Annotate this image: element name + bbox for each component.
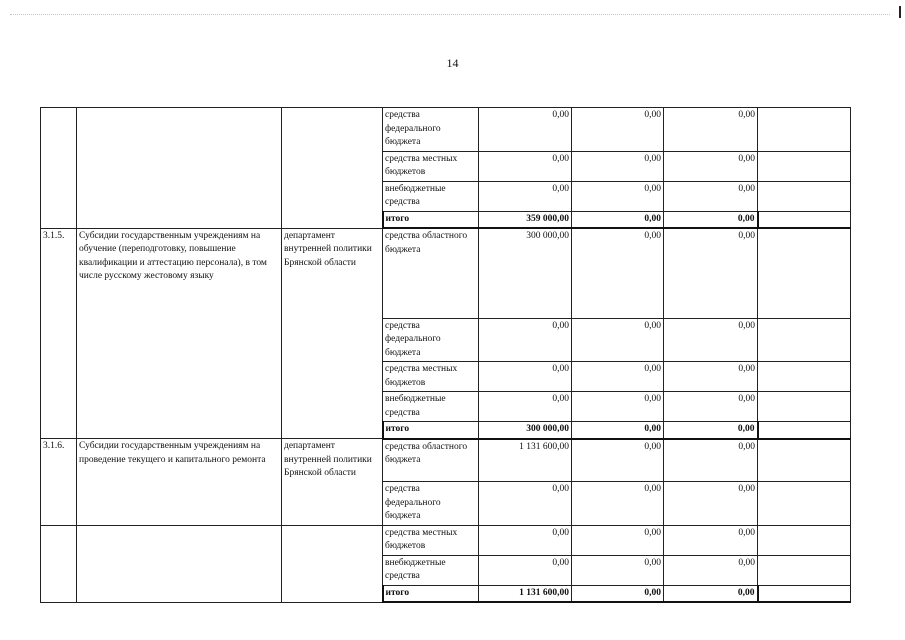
value-cell: 1 131 600,00 (479, 585, 572, 602)
source-cell: средства местных бюджетов (383, 362, 479, 392)
source-cell: итого (383, 422, 479, 439)
empty-cell (758, 422, 851, 439)
source-cell: внебюджетные средства (383, 555, 479, 585)
value-cell: 0,00 (572, 525, 664, 555)
value-cell: 0,00 (572, 585, 664, 602)
source-cell: средства местных бюджетов (383, 151, 479, 181)
source-cell: средства федерального бюджета (383, 318, 479, 362)
value-cell: 0,00 (664, 362, 758, 392)
value-cell: 0,00 (572, 211, 664, 228)
value-cell: 0,00 (664, 482, 758, 526)
scan-artifact-line (10, 14, 890, 17)
item-code: 3.1.6. (41, 439, 77, 526)
value-cell: 0,00 (572, 439, 664, 482)
source-cell: итого (383, 585, 479, 602)
value-cell: 359 000,00 (479, 211, 572, 228)
value-cell: 0,00 (664, 211, 758, 228)
value-cell: 0,00 (572, 228, 664, 318)
source-cell: внебюджетные средства (383, 392, 479, 422)
value-cell: 0,00 (572, 555, 664, 585)
empty-cell (758, 181, 851, 211)
empty-cell (758, 318, 851, 362)
value-cell: 0,00 (572, 482, 664, 526)
name-cell (77, 525, 282, 602)
empty-cell (758, 228, 851, 318)
value-cell: 0,00 (479, 362, 572, 392)
value-cell: 0,00 (479, 181, 572, 211)
value-cell: 0,00 (479, 318, 572, 362)
value-cell: 0,00 (479, 555, 572, 585)
value-cell: 0,00 (664, 555, 758, 585)
page-number: 14 (446, 56, 459, 70)
name-cell (77, 108, 282, 229)
value-cell: 0,00 (572, 318, 664, 362)
value-cell: 0,00 (479, 482, 572, 526)
value-cell: 0,00 (572, 181, 664, 211)
empty-cell (758, 362, 851, 392)
value-cell: 0,00 (572, 392, 664, 422)
source-cell: итого (383, 211, 479, 228)
value-cell: 0,00 (664, 318, 758, 362)
budget-table (40, 107, 851, 603)
value-cell: 300 000,00 (479, 422, 572, 439)
empty-cell (758, 211, 851, 228)
item-executor: департамент внутренней политики Брянской области (282, 439, 383, 526)
value-cell: 0,00 (664, 151, 758, 181)
value-cell: 0,00 (572, 151, 664, 181)
empty-cell (758, 392, 851, 422)
source-cell: внебюджетные средства (383, 181, 479, 211)
value-cell: 0,00 (479, 108, 572, 152)
value-cell: 0,00 (664, 525, 758, 555)
table-row (41, 525, 851, 555)
value-cell: 0,00 (664, 585, 758, 602)
empty-cell (758, 525, 851, 555)
empty-cell (758, 439, 851, 482)
empty-cell (758, 151, 851, 181)
item-executor: департамент внутренней политики Брянской области (282, 228, 383, 439)
value-cell: 300 000,00 (479, 228, 572, 318)
source-cell: средства областного бюджета (383, 439, 479, 482)
value-cell: 0,00 (664, 108, 758, 152)
code-cell (41, 108, 77, 229)
value-cell: 0,00 (664, 392, 758, 422)
item-name: Субсидии государственным учреждениям на обучение (переподготовку, повышение квалификации и аттестацию персонала), в том числе русскому жестовому языку (77, 228, 282, 439)
value-cell: 0,00 (479, 525, 572, 555)
empty-cell (758, 482, 851, 526)
executor-cell (282, 108, 383, 229)
scan-edge-mark (899, 6, 901, 18)
value-cell: 0,00 (664, 228, 758, 318)
item-name: Субсидии государственным учреждениям на проведение текущего и капитального ремонта (77, 439, 282, 526)
value-cell: 0,00 (479, 151, 572, 181)
empty-cell (758, 108, 851, 152)
value-cell: 0,00 (664, 439, 758, 482)
source-cell: средства федерального бюджета (383, 108, 479, 152)
item-code: 3.1.5. (41, 228, 77, 439)
value-cell: 0,00 (572, 362, 664, 392)
source-cell: средства местных бюджетов (383, 525, 479, 555)
source-cell: средства федерального бюджета (383, 482, 479, 526)
table-row (41, 439, 851, 482)
empty-cell (758, 555, 851, 585)
table-row (41, 108, 851, 152)
source-cell: средства областного бюджета (383, 228, 479, 318)
executor-cell (282, 525, 383, 602)
value-cell: 0,00 (664, 181, 758, 211)
value-cell: 0,00 (572, 422, 664, 439)
empty-cell (758, 585, 851, 602)
table-row (41, 228, 851, 318)
value-cell: 0,00 (479, 392, 572, 422)
value-cell: 0,00 (664, 422, 758, 439)
code-cell (41, 525, 77, 602)
value-cell: 0,00 (572, 108, 664, 152)
value-cell: 1 131 600,00 (479, 439, 572, 482)
